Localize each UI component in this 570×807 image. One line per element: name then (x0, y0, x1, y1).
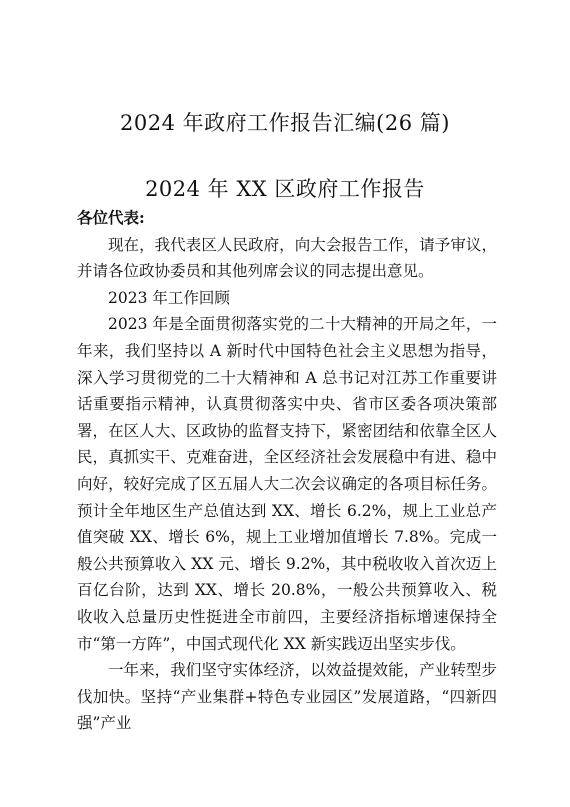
collection-title: 2024 年政府工作报告汇编(26 篇) (120, 111, 450, 135)
report-title: 2024 年 XX 区政府工作报告 (145, 177, 425, 201)
paragraph-overview: 2023 年是全面贯彻落实党的二十大精神的开局之年，一年来，我们坚持以 A 新时代中国特色社会主义思想为指导，深入学习贯彻党的二十大精神和 A 总书记对江苏工作重要讲话重要指示精神，认真贯彻落实中央、省市区委各项决策部署，在区人大、区政协的监督支持下，紧密团结和依靠全区人民，真抓实干、克难奋进，全区经济社会发展稳中有进、稳中向好，较好完成了区五届人大二次会议确定的各项目标任务。预计全年地区生产总值达到 XX、增长 6.2%，规上工业总产值突破 XX、增长 6%，规上工业增加值增长 7.8%。完成一般公共预算收入 XX 元、增长 9.2%，其中税收收入首次迈上百亿台阶，达到 XX、增长 20.8%，一般公共预算收入、税收收入总量历史性挺进全市前四，主要经济指标增速保持全市“第一方阵”，中国式现代化 XX 新实践迈出坚实步伐。 (77, 315, 497, 653)
paragraph-industry: 一年来，我们坚守实体经济，以效益提效能，产业转型步伐加快。坚持“产业集群+特色专业园区”发展道路，“四新四强”产业 (77, 661, 497, 733)
paragraph-intro: 现在，我代表区人民政府，向大会报告工作，请予审议，并请各位政协委员和其他列席会议的同志提出意见。 (77, 235, 497, 281)
section-heading-review: 2023 年工作回顾 (108, 288, 230, 307)
salutation: 各位代表: (77, 208, 145, 227)
report-body (77, 205, 497, 737)
